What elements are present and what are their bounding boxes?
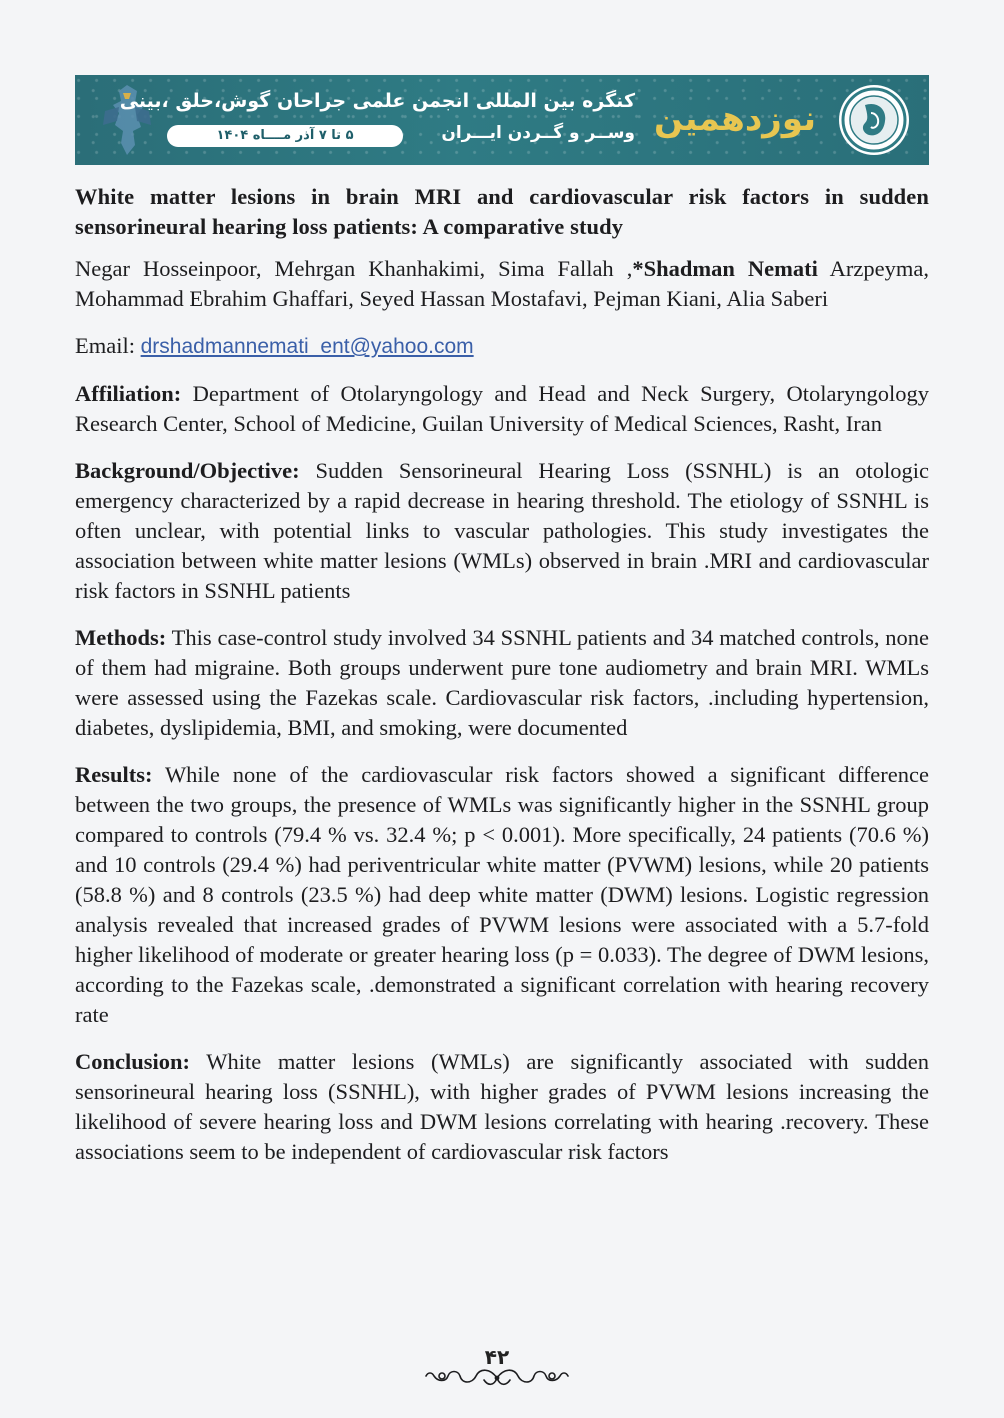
conclusion-text: White matter lesions (WMLs) are significantly associated with sudden sensorineural hearing loss (SSNHL), with higher grades of PVWM lesions increasing the likelihood of severe hearing loss and DWM lesions correlating with hearing .recovery. These associations seem to be independent of cardiovascular risk factors (75, 1049, 929, 1164)
results-section (75, 760, 929, 1030)
methods-section (75, 623, 929, 743)
abstract-body (75, 182, 929, 1184)
email-label: Email: (75, 333, 141, 358)
flourish-ornament-icon (422, 1364, 572, 1392)
society-emblem-icon (837, 83, 911, 157)
congress-ordinal: نوزدهمین (654, 99, 816, 139)
affiliation-text: Department of Otolaryngology and Head and Neck Surgery, Otolaryngology Research Center, School of Medicine, Guilan University of Medical Sciences, Rasht, Iran (75, 381, 929, 436)
congress-title-line2: وســر و گــردن ایـــران (441, 123, 635, 143)
authors-list-continued: Arzpeyma, Mohammad Ebrahim Ghaffari, Seyed Hassan Mostafavi, Pejman Kiani, Alia Saberi (75, 256, 929, 311)
authors (75, 254, 929, 314)
methods-text: This case-control study involved 34 SSNHL patients and 34 matched controls, none of them had migraine. Both groups underwent pure tone audiometry and brain MRI. WMLs were assessed using the Fazekas scale. Cardiovascular risk factors, .including hypertension, diabetes, dyslipidemia, BMI, and smoking, were documented (75, 625, 929, 740)
email-line (75, 331, 929, 362)
congress-dates: ۵ تا ۷ آذر مــــاه ۱۴۰۴ (167, 125, 403, 147)
authors-list: Negar Hosseinpoor, Mehrgan Khanhakimi, Sima Fallah , (75, 256, 633, 281)
background-section (75, 456, 929, 606)
conclusion-label: Conclusion: (75, 1049, 191, 1074)
corresponding-author: *Shadman Nemati (632, 256, 818, 281)
affiliation (75, 379, 929, 439)
affiliation-label: Affiliation: (75, 381, 182, 406)
page-footer (420, 1346, 574, 1394)
paper-title: White matter lesions in brain MRI and cardiovascular risk factors in sudden sensorineural hearing loss patients: A comparative study (75, 184, 929, 239)
methods-label: Methods: (75, 625, 167, 650)
congress-title-line1: کنگره بین المللی انجمن علمی جراحان گوش،حلق ،بینی (119, 90, 635, 112)
conclusion-section (75, 1047, 929, 1167)
background-text: Sudden Sensorineural Hearing Loss (SSNHL) is an otologic emergency characterized by a rapid decrease in hearing threshold. The etiology of SSNHL is often unclear, with potential links to vascular pathologies. This study investigates the association between white matter lesions (WMLs) observed in brain .MRI and cardiovascular risk factors in SSNHL patients (75, 458, 929, 603)
results-label: Results: (75, 762, 153, 787)
results-text: While none of the cardiovascular risk factors showed a significant difference between the two groups, the presence of WMLs was significantly higher in the SSNHL group compared to controls (79.4 % vs. 32.4 %; p < 0.001). More specifically, 24 patients (70.6 %) and 10 controls (29.4 %) had periventricular white matter (PVWM) lesions, while 20 patients (58.8 %) and 8 controls (23.5 %) had deep white matter (DWM) lesions. Logistic regression analysis revealed that increased grades of PVWM lesions were associated with a 5.7-fold higher likelihood of moderate or greater hearing loss (p = 0.033). The degree of DWM lesions, according to the Fazekas scale, .demonstrated a significant correlation with hearing recovery rate (75, 762, 929, 1027)
background-label: Background/Objective: (75, 458, 300, 483)
page-number: ۴۲ (484, 1345, 510, 1369)
email-link[interactable]: drshadmannemati_ent@yahoo.com (140, 335, 474, 358)
congress-banner (75, 75, 929, 165)
